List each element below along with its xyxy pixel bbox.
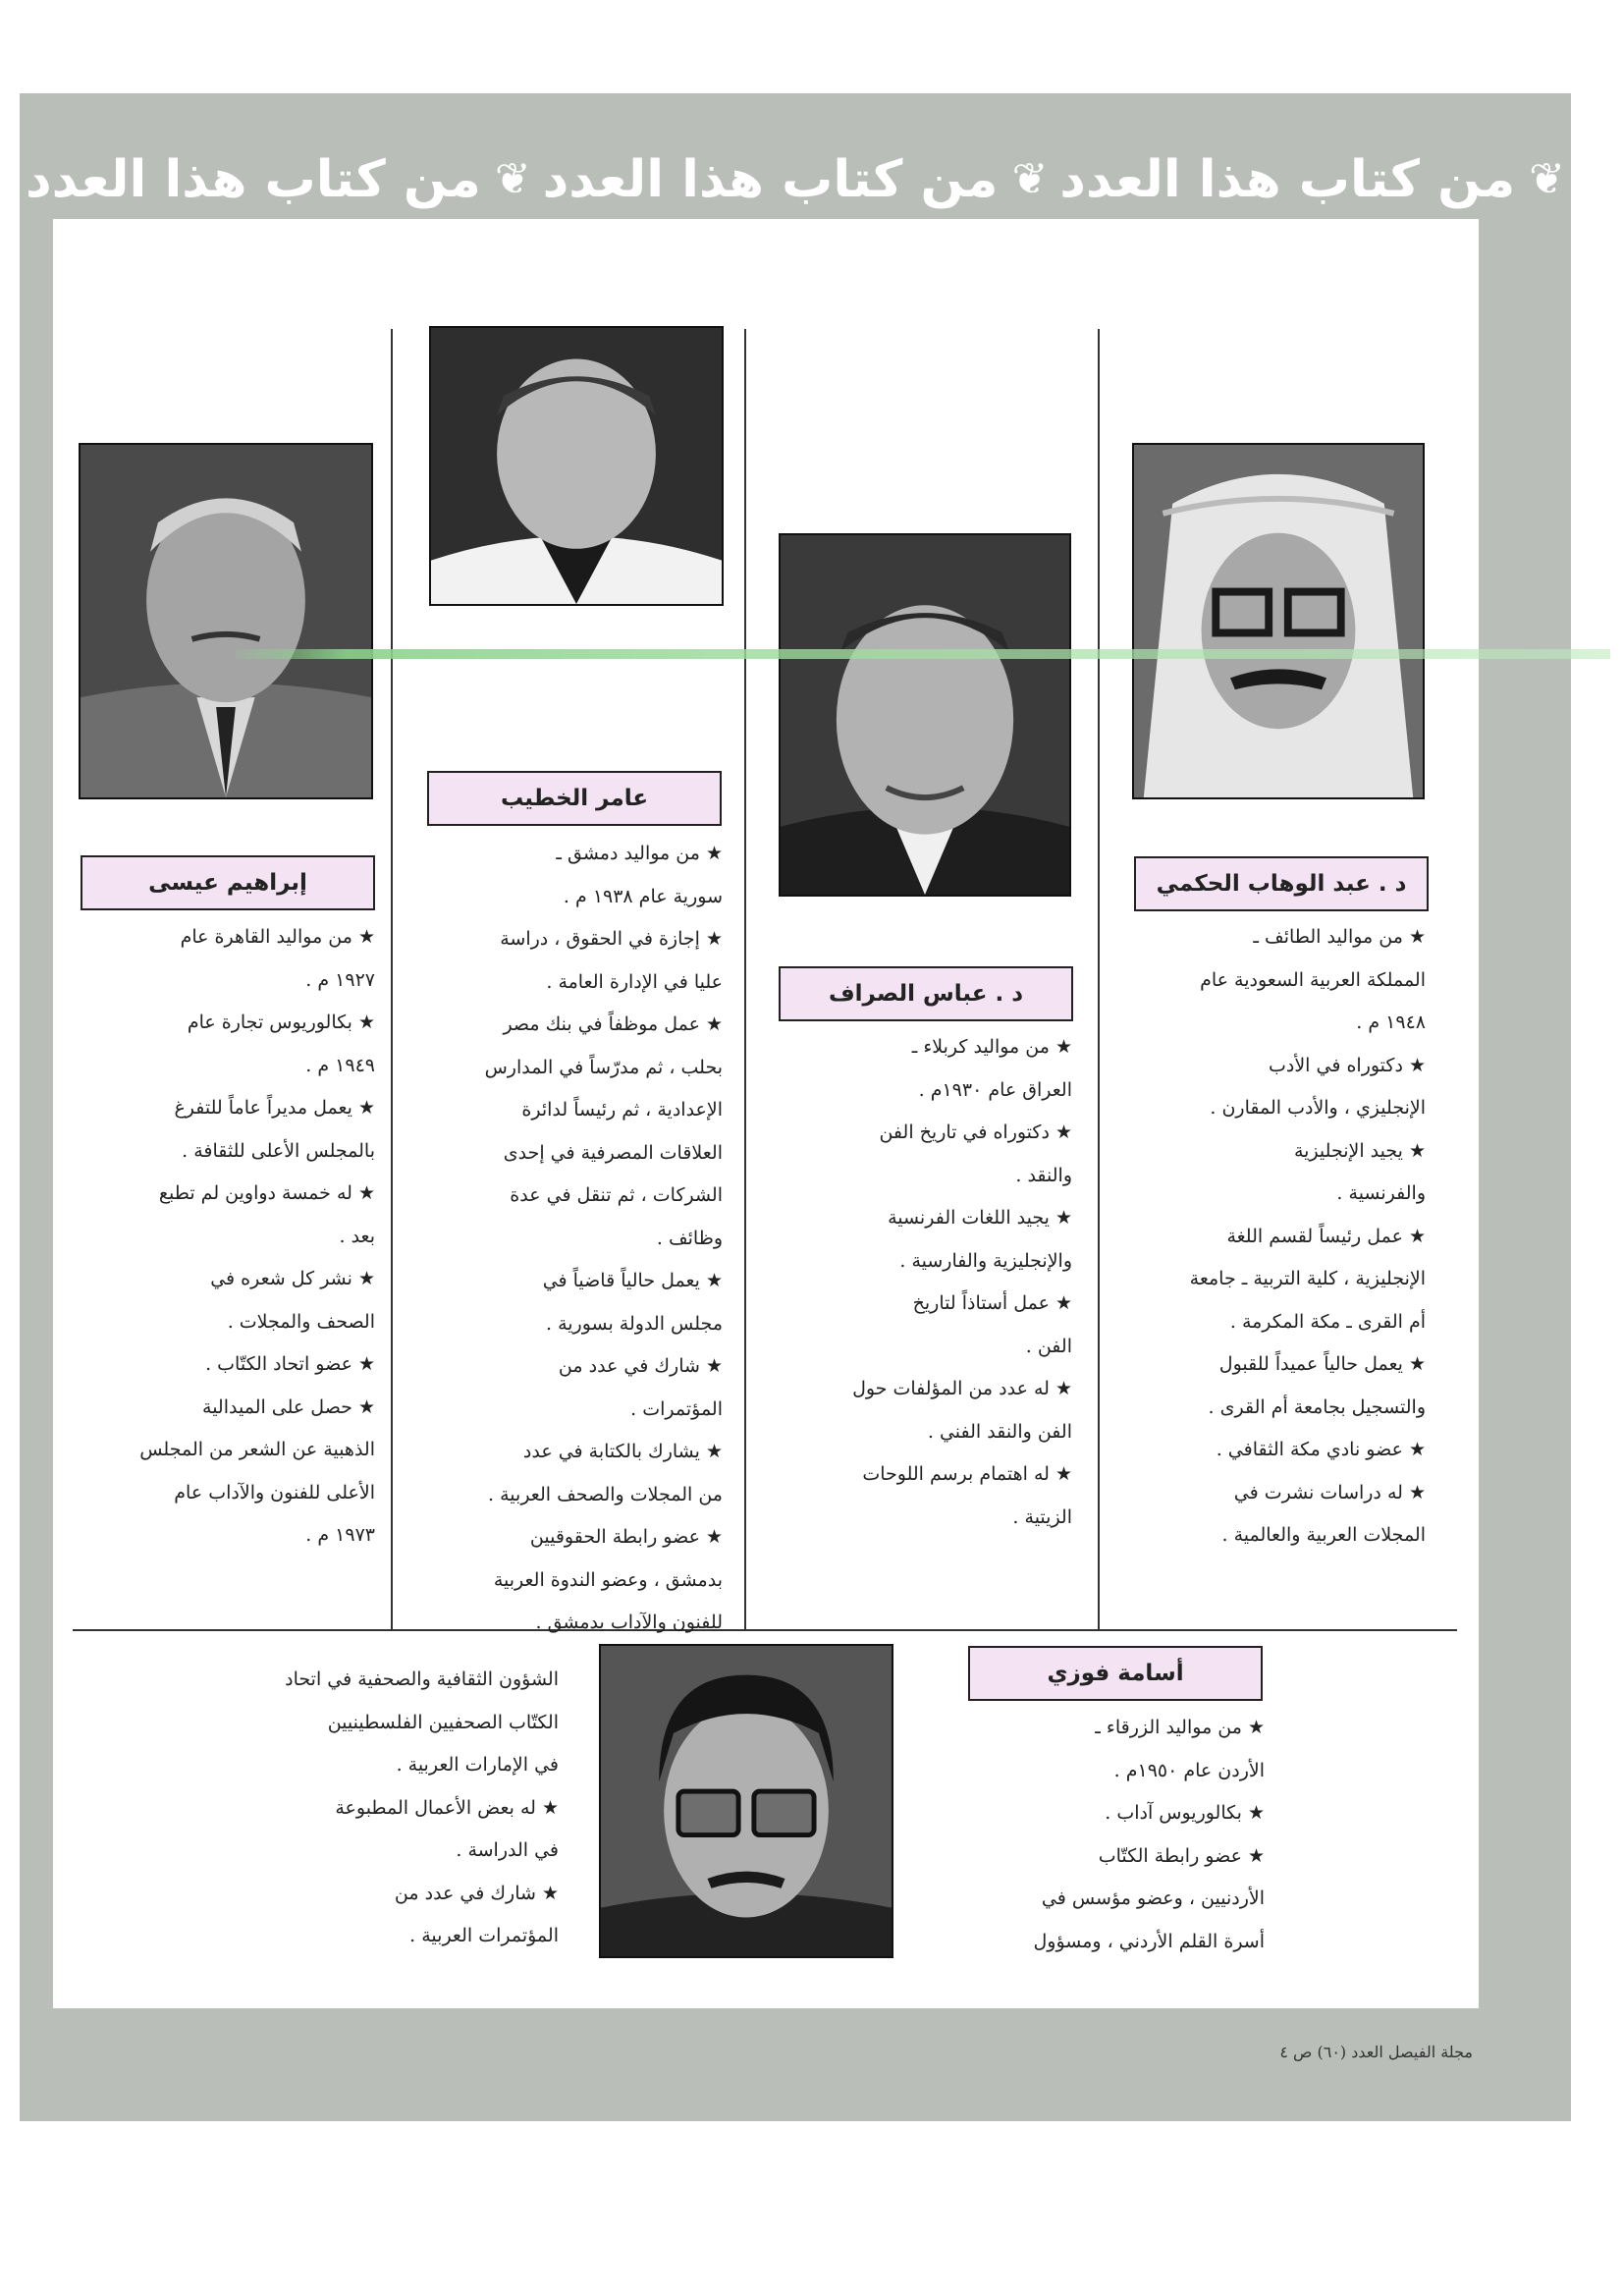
bio-line: ★ من مواليد دمشق ـ — [556, 843, 723, 864]
bio-line: ★ يجيد الإنجليزية — [1293, 1139, 1426, 1162]
bio-line: ★ يجيد اللغات الفرنسية — [888, 1207, 1072, 1229]
writer-name-issa: إبراهيم عيسى — [81, 855, 375, 910]
bio-line: الأردن عام ١٩٥٠م . — [1113, 1759, 1265, 1781]
writer-bio-fawzi-continued — [230, 1659, 559, 1958]
bio-line: ★ له اهتمام برسم اللوحات — [862, 1463, 1072, 1485]
writer-bio-issa — [81, 916, 375, 1558]
writer-bio-fawzi — [968, 1707, 1265, 1963]
banner-unit — [26, 150, 531, 209]
bio-line: أسرة القلم الأردني ، ومسؤول — [1033, 1930, 1265, 1952]
bio-line: ★ من مواليد كربلاء ـ — [911, 1036, 1072, 1058]
bio-line: ★ دكتوراه في الأدب — [1269, 1054, 1426, 1076]
bio-line: ★ إجازة في الحقوق ، دراسة — [500, 928, 723, 950]
banner-unit — [1059, 150, 1565, 209]
bio-line: الإعدادية ، ثم رئيساً لدائرة — [521, 1099, 723, 1121]
bio-line: أم القرى ـ مكة المكرمة . — [1229, 1310, 1426, 1333]
bio-line: الذهبية عن الشعر من المجلس — [139, 1439, 375, 1460]
bio-line: الإنجليزية ، كلية التربية ـ جامعة — [1189, 1268, 1426, 1289]
column-divider — [391, 329, 393, 1630]
column-divider — [1098, 329, 1100, 1630]
bio-line: ★ شارك في عدد من — [558, 1355, 723, 1377]
bio-line: ★ شارك في عدد من — [394, 1882, 559, 1904]
bio-line: ★ حصل على الميدالية — [202, 1395, 375, 1418]
bio-line: الزيتية . — [1012, 1505, 1072, 1528]
bio-line: ★ له بعض الأعمال المطبوعة — [335, 1796, 559, 1819]
content-panel — [53, 219, 1479, 2008]
bio-line: ★ يعمل حالياً قاضياً في — [542, 1270, 723, 1291]
bio-line: والنقد . — [1015, 1164, 1072, 1186]
bio-line: الفن . — [1025, 1335, 1072, 1357]
bio-line: في الدراسة . — [456, 1839, 559, 1861]
bio-line: العلاقات المصرفية في إحدى — [503, 1141, 723, 1164]
bio-line: ★ له دراسات نشرت في — [1233, 1481, 1426, 1503]
bio-line: الشركات ، ثم تنقل في عدة — [510, 1184, 723, 1206]
wheat-icon: ❦ — [1011, 153, 1049, 204]
bio-line: ★ عضو رابطة الكتّاب — [1098, 1844, 1265, 1867]
banner-title: من كتاب هذا العدد — [25, 149, 481, 209]
bio-line: بدمشق ، وعضو الندوة العربية — [493, 1568, 723, 1591]
bio-line: عليا في الإدارة العامة . — [546, 970, 723, 993]
bio-line: ★ بكالوريوس تجارة عام — [187, 1011, 375, 1033]
bio-line: الأعلى للفنون والآداب عام — [174, 1481, 375, 1503]
writer-name-khatib: عامر الخطيب — [427, 771, 722, 826]
portrait-photo-khatib — [429, 326, 724, 606]
bio-line: بحلب ، ثم مدرّساً في المدارس — [484, 1056, 723, 1078]
bio-line: ★ بكالوريوس آداب . — [1105, 1802, 1265, 1824]
bio-line: ★ عمل موظفاً في بنك مصر — [503, 1013, 723, 1035]
bio-line: ★ من مواليد الزرقاء ـ — [1095, 1717, 1265, 1738]
portrait-photo-fawzi — [599, 1644, 893, 1958]
bio-line: ★ عضو اتحاد الكتّاب . — [205, 1353, 375, 1375]
bio-line: مجلس الدولة بسورية . — [545, 1312, 723, 1335]
bio-line: ★ يعمل حالياً عميداً للقبول — [1218, 1353, 1426, 1375]
bio-line: المؤتمرات العربية . — [409, 1925, 559, 1946]
bio-line: بعد . — [339, 1225, 375, 1247]
bio-line: المؤتمرات . — [630, 1397, 723, 1420]
bio-line: ★ يشارك بالكتابة في عدد — [522, 1441, 723, 1462]
bio-line: ★ من مواليد القاهرة عام — [180, 926, 375, 948]
bio-line: ١٩٤٨ م . — [1356, 1011, 1426, 1033]
writer-bio-khatib — [428, 833, 723, 1645]
bio-line: ★ عمل رئيساً لقسم اللغة — [1226, 1225, 1426, 1247]
writer-name-hakami: د . عبد الوهاب الحكمي — [1134, 856, 1429, 911]
wheat-icon: ❦ — [494, 153, 531, 204]
portrait-photo-hakami — [1132, 443, 1425, 799]
bio-line: والإنجليزية والفارسية . — [899, 1249, 1072, 1272]
bio-line: ★ له خمسة دواوين لم تطبع — [158, 1182, 375, 1204]
bio-line: ★ نشر كل شعره في — [210, 1268, 375, 1289]
bio-line: ★ يعمل مديراً عاماً للتفرغ — [174, 1097, 375, 1119]
writer-bio-hakami — [1131, 916, 1426, 1558]
bio-line: في الإمارات العربية . — [396, 1754, 559, 1776]
banner-title: من كتاب هذا العدد — [542, 149, 999, 209]
bio-line: ١٩٤٩ م . — [305, 1054, 375, 1076]
page-frame — [20, 93, 1571, 2121]
bio-line: ★ له عدد من المؤلفات حول — [852, 1378, 1072, 1399]
bio-line: ★ من مواليد الطائف ـ — [1253, 926, 1426, 948]
bio-line: ١٩٧٣ م . — [305, 1524, 375, 1546]
bio-line: الشؤون الثقافية والصحفية في اتحاد — [285, 1668, 559, 1690]
bio-line: العراق عام ١٩٣٠م . — [918, 1078, 1072, 1101]
bio-line: الإنجليزي ، والأدب المقارن . — [1210, 1097, 1426, 1119]
writer-name-fawzi: أسامة فوزي — [968, 1646, 1263, 1701]
bio-line: ★ عمل أستاذاً لتاريخ — [912, 1292, 1072, 1314]
portrait-photo-issa — [79, 443, 373, 799]
bio-line: والفرنسية . — [1336, 1182, 1426, 1204]
bio-line: الصحف والمجلات . — [227, 1310, 375, 1333]
column-divider — [744, 329, 746, 1630]
bio-line: الفن والنقد الفني . — [927, 1420, 1072, 1443]
scan-artifact-strip — [236, 649, 1610, 659]
writer-bio-sarraf — [778, 1026, 1072, 1539]
bio-line: الكتّاب الصحفيين الفلسطينيين — [327, 1711, 559, 1733]
wheat-icon: ❦ — [1529, 153, 1566, 204]
banner-unit — [543, 150, 1049, 209]
banner-title: من كتاب هذا العدد — [1059, 149, 1516, 209]
bio-line: ★ دكتوراه في تاريخ الفن — [879, 1121, 1072, 1143]
section-banner — [20, 142, 1571, 216]
bio-line: المملكة العربية السعودية عام — [1200, 968, 1426, 991]
writer-name-sarraf: د . عباس الصراف — [779, 966, 1073, 1021]
section-divider — [73, 1629, 1457, 1631]
bio-line: بالمجلس الأعلى للثقافة . — [182, 1139, 375, 1162]
bio-line: من المجلات والصحف العربية . — [488, 1483, 723, 1505]
bio-line: ١٩٢٧ م . — [305, 968, 375, 991]
bio-line: ★ عضو نادي مكة الثقافي . — [1216, 1439, 1426, 1460]
bio-line: وظائف . — [656, 1227, 723, 1249]
page-footer: مجلة الفيصل العدد (٦٠) ص ٤ — [1279, 2043, 1473, 2061]
bio-line: المجلات العربية والعالمية . — [1221, 1524, 1426, 1546]
portrait-photo-sarraf — [779, 533, 1071, 897]
bio-line: والتسجيل بجامعة أم القرى . — [1208, 1395, 1426, 1418]
bio-line: الأردنيين ، وعضو مؤسس في — [1041, 1887, 1265, 1909]
bio-line: للفنون والآداب بدمشق . — [535, 1612, 723, 1633]
bio-line: سورية عام ١٩٣٨ م . — [563, 885, 723, 907]
bio-line: ★ عضو رابطة الحقوقيين — [529, 1526, 723, 1548]
